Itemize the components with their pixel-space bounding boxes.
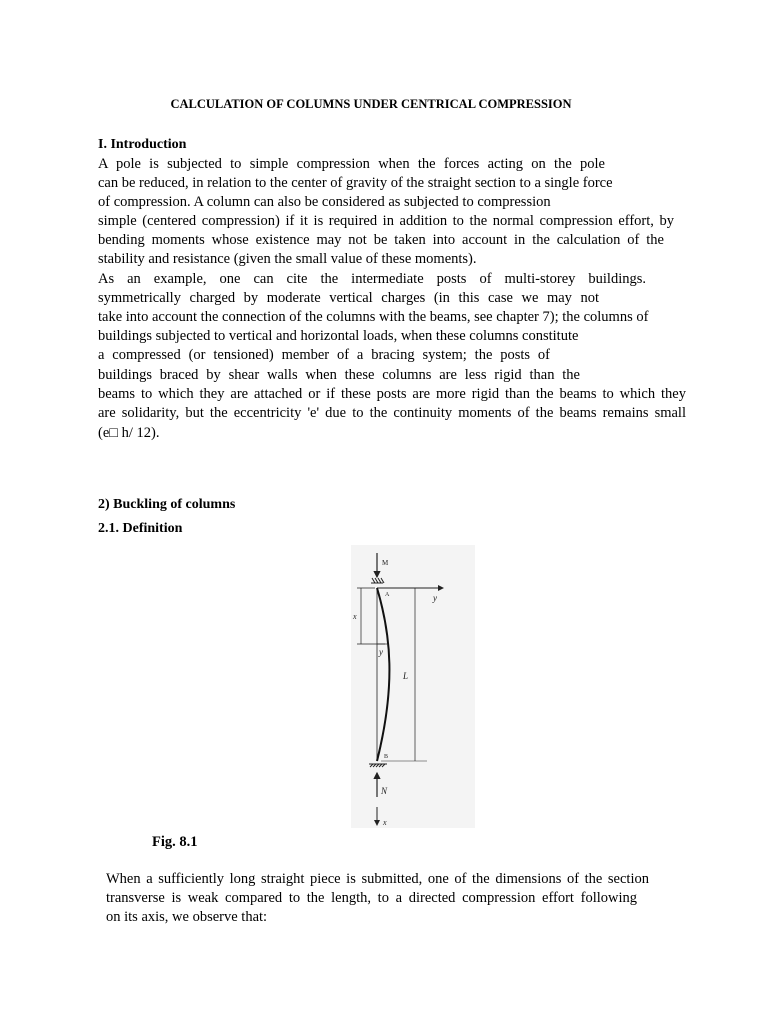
intro-line: beams to which they are attached or if these posts are more rigid than the beams to which they [98,386,686,402]
label-x-small: x [353,612,357,621]
intro-line: a compressed (or tensioned) member of a bracing system; the posts of [98,347,550,363]
section-heading-buckling: 2) Buckling of columns [98,497,236,512]
intro-line: are solidarity, but the eccentricity 'e' due to the continuity moments of the beams remains small [98,405,686,421]
intro-line: simple (centered compression) if it is required in addition to the normal compression effort, by [98,213,674,229]
label-x-axis: x [383,818,387,827]
intro-line: buildings subjected to vertical and horizontal loads, when these columns constitute [98,328,579,344]
intro-line: stability and resistance (given the small value of these moments). [98,251,477,267]
body-line: transverse is weak compared to the length, to a directed compression effort following [106,890,637,906]
figure-column-buckling [351,545,475,828]
intro-line: (e□ h/ 12). [98,425,160,441]
label-m: M [382,559,389,567]
label-l: L [403,671,409,681]
intro-line: A pole is subjected to simple compression when the forces acting on the pole [98,156,605,172]
label-b: B [384,754,389,760]
label-n: N [381,786,388,796]
intro-line: symmetrically charged by moderate vertical charges (in this case we may not [98,290,599,306]
body-line: When a sufficiently long straight piece is submitted, one of the dimensions of the section [106,871,649,887]
label-y-small: y [379,647,383,657]
intro-line: bending moments whose existence may not be taken into account in the calculation of the [98,232,664,248]
column-diagram [351,545,475,828]
section-heading-introduction: I. Introduction [98,137,187,152]
label-a: A [385,592,390,598]
figure-caption: Fig. 8.1 [152,834,198,850]
page-title: CALCULATION OF COLUMNS UNDER CENTRICAL COMPRESSION [170,97,572,111]
intro-line: of compression. A column can also be considered as subjected to compression [98,194,551,210]
intro-line: take into account the connection of the columns with the beams, see chapter 7); the columns of [98,309,649,325]
intro-line: As an example, one can cite the intermediate posts of multi-storey buildings. [98,271,646,287]
intro-line: buildings braced by shear walls when these columns are less rigid than the [98,367,580,383]
label-y-axis: y [433,593,437,603]
subsection-heading-definition: 2.1. Definition [98,521,183,536]
intro-line: can be reduced, in relation to the center of gravity of the straight section to a single force [98,175,613,191]
body-line: on its axis, we observe that: [106,909,268,925]
